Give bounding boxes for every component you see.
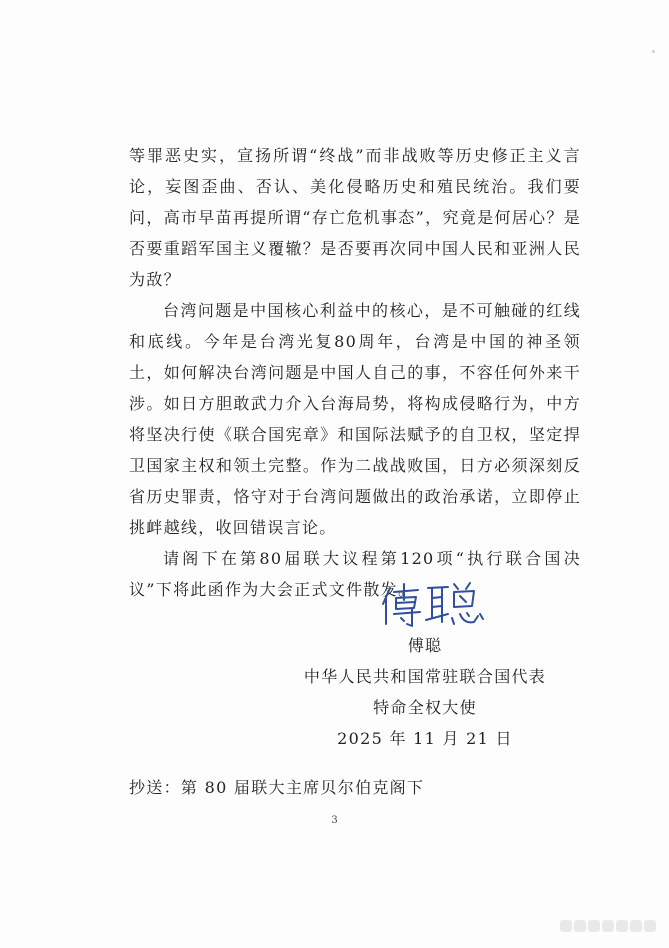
paragraph-request: 请阁下在第80届联大议程第120项“执行联合国决议”下将此函作为大会正式文件散发。 — [129, 549, 581, 599]
letter-date: 2025 年 11 月 21 日 — [337, 729, 513, 748]
page-number: 3 — [331, 815, 338, 826]
letter-body — [129, 140, 581, 605]
watermark-logo-icon — [560, 916, 656, 936]
cc-line: 抄送：第 80 届联大主席贝尔伯克阁下 — [129, 778, 425, 797]
scan-speck — [652, 50, 655, 53]
signer-name: 傅聪 — [407, 636, 443, 655]
paragraph-continuation: 等罪恶史实，宣扬所谓“终战”而非战败等历史修正主义言论，妄图歪曲、否认、美化侵略历史和殖民统治。我们要问，高市早苗再提所谓“存亡危机事态”，究竟是何居心？是否要重蹈军国主义覆辙？是否要再次同中国人民和亚洲人民为敌？ — [129, 146, 581, 289]
signer-rank: 特命全权大使 — [373, 698, 477, 717]
handwritten-signature-icon — [374, 578, 486, 634]
paragraph-taiwan-issue: 台湾问题是中国核心利益中的核心，是不可触碰的红线和底线。今年是台湾光复80周年，台湾是中国的神圣领土，如何解决台湾问题是中国人自己的事，不容任何外来干涉。如日方胆敢武力介入台海局势，将构成侵略行为，中方将坚决行使《联合国宪章》和国际法赋予的自卫权，坚定捍卫国家主权和领土完整。作为二战战败国，日方必须深刻反省历史罪责，恪守对于台湾问题做出的政治承诺，立即停止挑衅越线，收回错误言论。 — [129, 301, 581, 537]
signature-block — [300, 630, 550, 754]
signer-title: 中华人民共和国常驻联合国代表 — [303, 667, 547, 686]
